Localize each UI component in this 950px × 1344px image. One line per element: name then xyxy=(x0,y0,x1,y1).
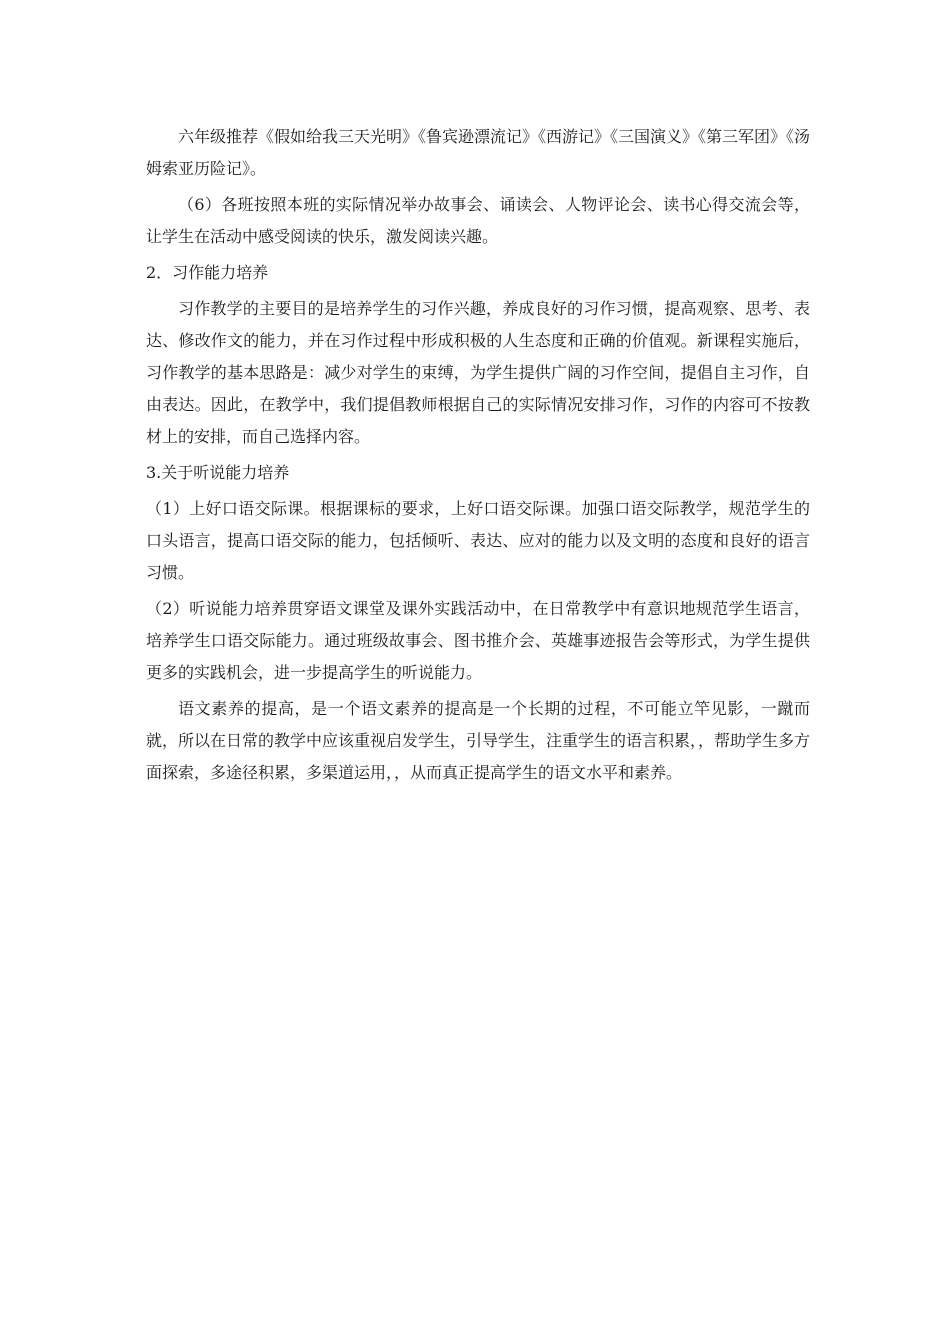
paragraph-listening-practice: （2）听说能力培养贯穿语文课堂及课外实践活动中，在日常教学中有意识地规范学生语言，培养学生口语交际能力。通过班级故事会、图书推介会、英雄事迹报告会等形式，为学生提供更多的实践机会，进一步提高学生的听说能力。 xyxy=(146,599,810,682)
paragraph-class-activities: （6）各班按照本班的实际情况举办故事会、诵读会、人物评论会、读书心得交流会等，让学生在活动中感受阅读的快乐，激发阅读兴趣。 xyxy=(146,195,810,246)
paragraph-conclusion: 语文素养的提高，是一个语文素养的提高是一个长期的过程，不可能立竿见影，一蹴而就，所以在日常的教学中应该重视启发学生，引导学生，注重学生的语言积累，，帮助学生多方面探索，多途径积累，多渠道运用，，从而真正提高学生的语文水平和素养。 xyxy=(146,699,811,782)
paragraph-writing-teaching: 习作教学的主要目的是培养学生的习作兴趣，养成良好的习作习惯，提高观察、思考、表达、修改作文的能力，并在习作过程中形成积极的人生态度和正确的价值观。新课程实施后，习作教学的基本思路是：减少对学生的束缚，为学生提供广阔的习作空间，提倡自主习作，自由表达。因此，在教学中，我们提倡教师根据自己的实际情况安排习作，习作的内容可不按教材上的安排，而自己选择内容。 xyxy=(146,299,810,446)
paragraph-oral-communication-class: （1）上好口语交际课。根据课标的要求，上好口语交际课。加强口语交际教学，规范学生的口头语言，提高口语交际的能力，包括倾听、表达、应对的能力以及文明的态度和良好的语言习惯。 xyxy=(146,499,810,582)
heading-writing-ability: 2．习作能力培养 xyxy=(146,263,269,282)
heading-listening-speaking: 3.关于听说能力培养 xyxy=(146,463,290,482)
document-body xyxy=(146,121,810,793)
paragraph-grade6-recommendations: 六年级推荐《假如给我三天光明》《鲁宾逊漂流记》《西游记》《三国演义》《第三军团》《汤姆索亚历险记》。 xyxy=(146,127,811,178)
